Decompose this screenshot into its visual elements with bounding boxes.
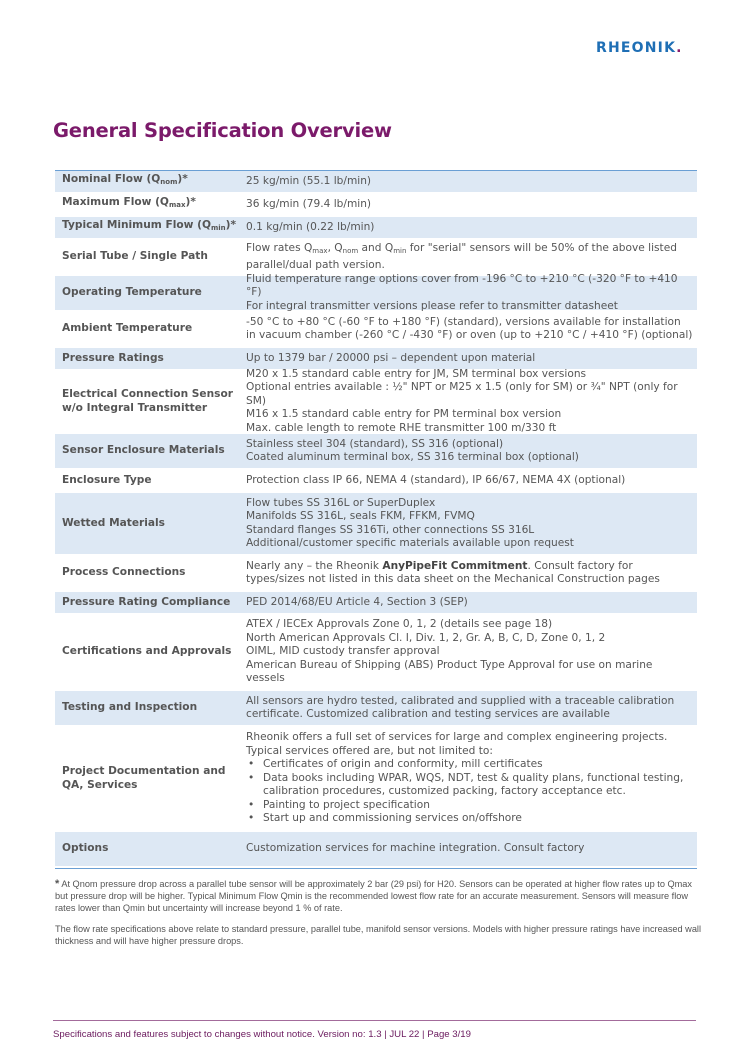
table-row-enclosure-type xyxy=(55,470,697,493)
row-label: Testing and Inspection xyxy=(62,701,198,714)
table-row-options xyxy=(55,832,697,868)
table-row-wetted-materials xyxy=(55,493,697,556)
row-label: Electrical Connection Sensor w/o Integral Transmitter xyxy=(62,388,233,414)
row-value: -50 °C to +80 °C (-60 °F to +180 °F) (standard), versions available for installation in vacuum chamber (-260 °C / -430 °F) or oven (up to +210 °C / +410 °F) (optional) xyxy=(246,315,693,341)
table-row-minimum-flow xyxy=(55,217,697,240)
row-value: Flow tubes SS 316L or SuperDuplex Manifolds SS 316L, seals FKM, FFKM, FVMQ Standard flanges SS 316Ti, other connections SS 316L Additional/customer specific materials available upon request xyxy=(246,496,574,549)
row-label: Sensor Enclosure Materials xyxy=(62,444,225,457)
list-item: • Painting to project specification xyxy=(246,799,693,813)
table-row-certifications xyxy=(55,615,697,691)
row-value: 0.1 kg/min (0.22 lb/min) xyxy=(246,220,375,233)
table-row-nominal-flow xyxy=(55,171,697,194)
row-label: Maximum Flow $(Q_{max})*$ xyxy=(62,196,196,210)
row-label: Ambient Temperature xyxy=(62,322,193,335)
list-item: • Data books including WPAR, WQS, NDT, test & quality plans, functional testing, calibration procedures, customized packing, factory acceptance etc. xyxy=(246,772,693,799)
row-label: Project Documentation and QA, Services xyxy=(62,765,226,791)
row-value: ATEX / IECEx Approvals Zone 0, 1, 2 (details see page 18) North American Approvals Cl. I, Div. 1, 2, Gr. A, B, C, D, Zone 0, 1, 2 OIML, MID custody transfer approval American Bureau of Shipping (ABS) Product Type Approval for use on marine vessels xyxy=(246,618,653,685)
row-label: Options xyxy=(62,842,109,855)
row-value: Stainless steel 304 (standard), SS 316 (optional) Coated aluminum terminal box, SS 316 terminal box (optional) xyxy=(246,437,579,463)
row-label: Operating Temperature xyxy=(62,286,202,299)
row-value: 36 kg/min (79.4 lb/min) xyxy=(246,197,372,210)
table-row-electrical-connection xyxy=(55,367,697,434)
list-item: • Certificates of origin and conformity, mill certificates xyxy=(246,758,693,772)
row-label: Typical Minimum Flow $(Q_{min})*$ xyxy=(62,219,237,233)
table-row-pressure-compliance xyxy=(55,592,697,615)
anypipefit-commitment: AnyPipeFit Commitment xyxy=(382,559,528,572)
spec-table xyxy=(55,170,697,869)
row-value: Nearly any – the Rheonik AnyPipeFit Commitment. Consult factory for types/sizes not listed in this data sheet on the Mechanical Construction pages xyxy=(246,559,660,585)
table-row-testing-inspection xyxy=(55,691,697,727)
row-value: Rheonik offers a full set of services for large and complex engineering projects. Typical services offered are, but not limited to: • Certificates of origin and conformity, mill certificates • Data books including WPAR, WQS, NDT, test & quality plans, functional testing, calibration procedures, customized packing, factory acceptance etc. • Painting to project specification • Start up and commissioning services on/offshore xyxy=(246,728,697,829)
services-list xyxy=(246,758,693,826)
row-label: Process Connections xyxy=(62,566,186,579)
row-label: Pressure Rating Compliance xyxy=(62,595,231,608)
table-row-ambient-temperature xyxy=(55,312,697,348)
row-value: 25 kg/min (55.1 lb/min) xyxy=(246,174,372,187)
table-row-maximum-flow xyxy=(55,194,697,217)
row-value: Protection class IP 66, NEMA 4 (standard), IP 66/67, NEMA 4X (optional) xyxy=(246,473,626,486)
table-row-operating-temperature xyxy=(55,272,697,312)
table-row-project-documentation xyxy=(55,727,697,832)
row-value: M20 x 1.5 standard cable entry for JM, SM terminal box versions Optional entries available : ½" NPT or M25 x 1.5 (only for SM) or ¾" NPT (only for SM) M16 x 1.5 standard cable entry for PM terminal box version Max. cable length to remote RHE transmitter 100 m/330 ft xyxy=(246,367,678,434)
row-value: Flow rates $Q_{max}$, $Q_{nom}$ and $Q_{min}$ for "serial" sensors will be 50% of the above listed parallel/dual path version. xyxy=(246,242,677,271)
table-row-enclosure-materials xyxy=(55,434,697,470)
row-label: Enclosure Type xyxy=(62,473,152,486)
page-title: General Specification Overview xyxy=(53,119,392,142)
footnote-specs: The flow rate specifications above relate to standard pressure, parallel tube, manifold sensor versions. Models with higher pressure ratings have increased wall thickness and will have higher pressure drops. xyxy=(55,924,702,946)
row-label: Nominal Flow $(Q_{nom})*$ xyxy=(62,173,188,187)
logo-text: RHEONIK xyxy=(596,40,677,56)
row-label: Pressure Ratings xyxy=(62,351,164,364)
row-label: Certifications and Approvals xyxy=(62,645,232,658)
page-footer: Specifications and features subject to changes without notice. Version no: 1.3 | JUL 22 | Page 3/19 xyxy=(53,1029,471,1040)
footnote-flow: * At Qnom pressure drop across a parallel tube sensor will be approximately 2 bar (29 psi) for H20. Sensors can be operated at higher flow rates up to Qmax but pressure drop will be higher. Typical Minimum Flow Qmin is the recommended lowest flow rate for an accurate measurement. Sensors will measure flow rates lower than Qmin but uncertainty will increase beyond 1 % of rate. xyxy=(55,878,693,913)
list-item: • Start up and commissioning services on/offshore xyxy=(246,812,693,826)
row-value: All sensors are hydro tested, calibrated and supplied with a traceable calibration certificate. Customized calibration and testing services are available xyxy=(246,694,675,720)
row-value: Up to 1379 bar / 20000 psi – dependent upon material xyxy=(246,351,536,364)
row-value: Customization services for machine integration. Consult factory xyxy=(246,842,585,855)
row-label: Wetted Materials xyxy=(62,516,165,529)
row-value: Fluid temperature range options cover from -196 °C to +210 °C (-320 °F to +410 °F) For integral transmitter versions please refer to transmitter datasheet xyxy=(246,272,678,312)
table-row-process-connections xyxy=(55,556,697,592)
row-label: Serial Tube / Single Path xyxy=(62,250,208,263)
row-value: PED 2014/68/EU Article 4, Section 3 (SEP) xyxy=(246,595,468,608)
logo-dot: . xyxy=(676,40,683,56)
footer-divider xyxy=(53,1020,696,1021)
rheonik-logo xyxy=(596,40,683,56)
